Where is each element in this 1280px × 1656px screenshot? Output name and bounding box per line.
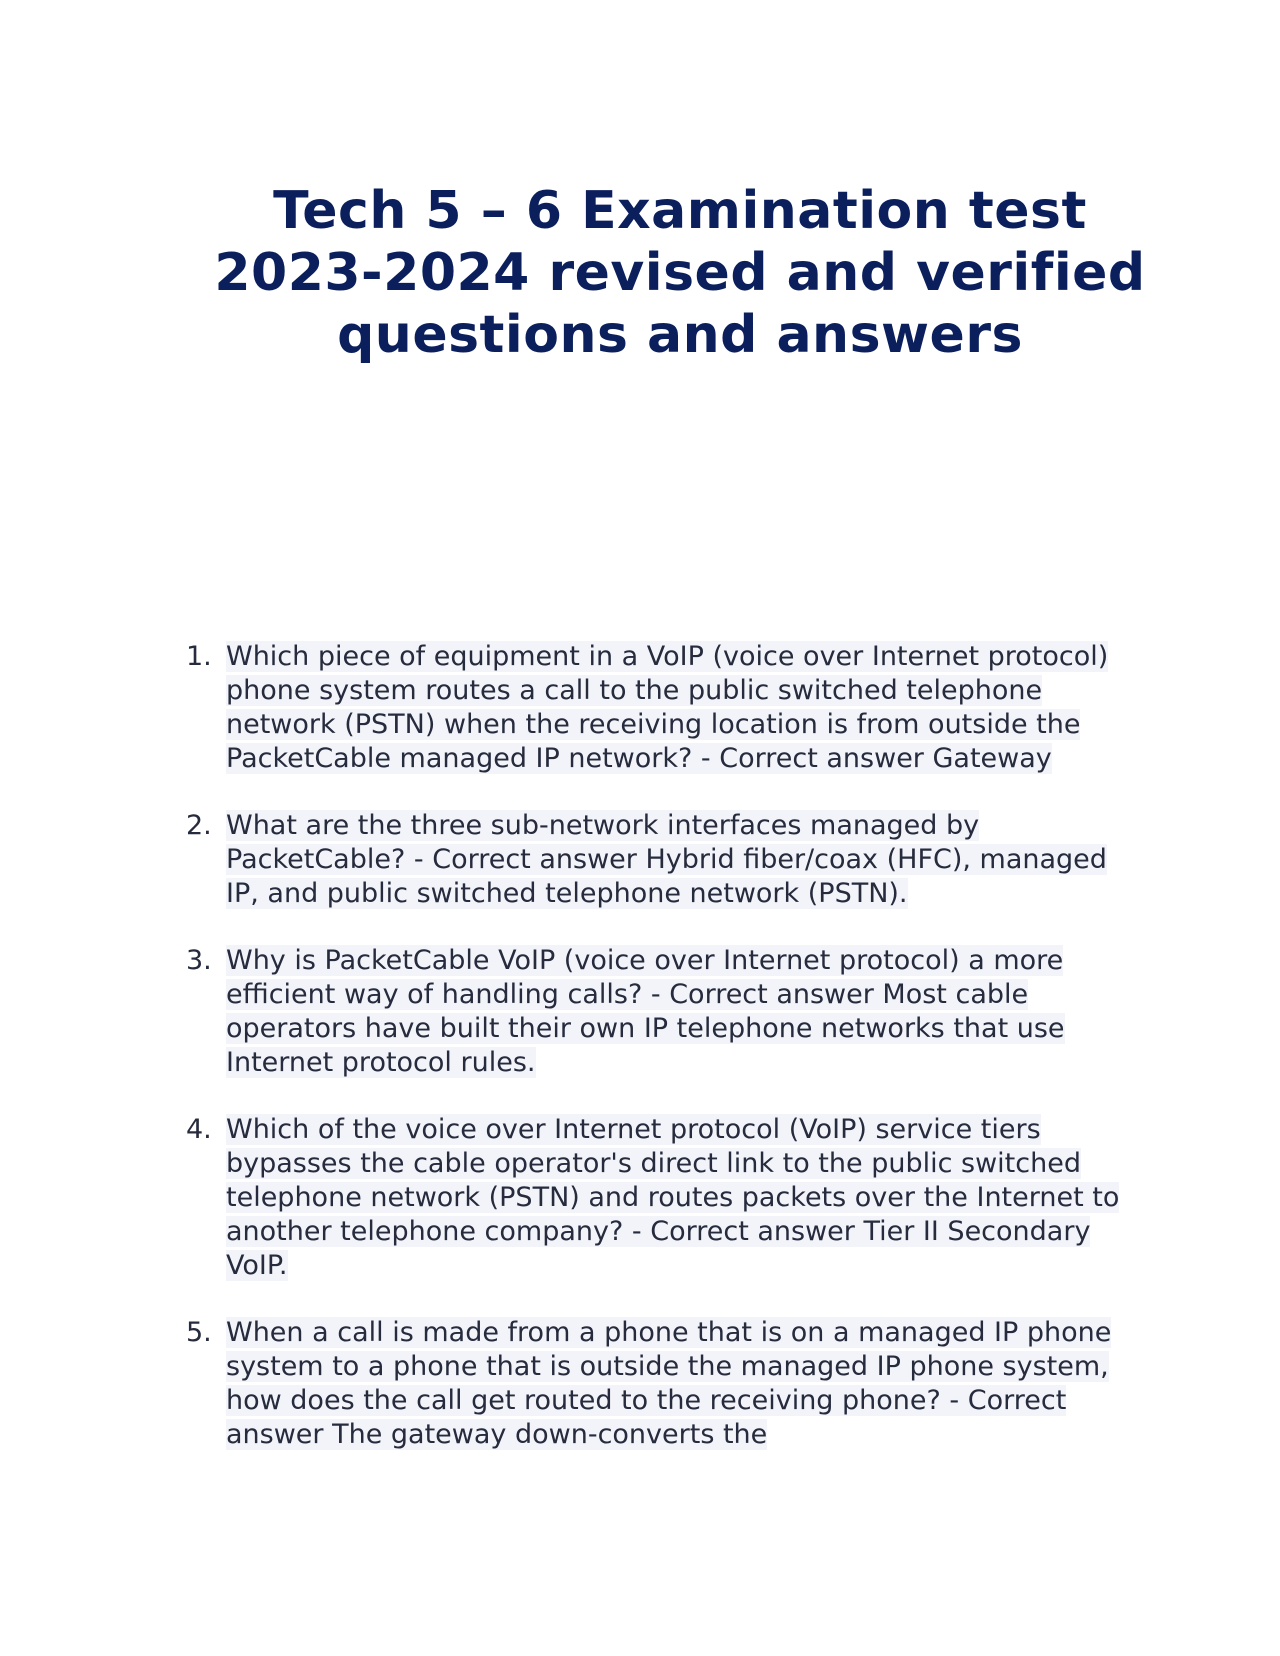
question-answer-text: What are the three sub-network interfaces managed by PacketCable? - Correct answer Hybrid fiber/coax (HFC), managed IP, and public switched telephone network (PSTN). <box>226 810 1107 909</box>
item-number: 2. <box>186 810 212 841</box>
list-item <box>180 944 1140 1080</box>
document-title: Tech 5 – 6 Examination test 2023-2024 revised and verified questions and answers <box>214 181 1146 365</box>
item-number: 5. <box>186 1317 212 1348</box>
list-item <box>180 1113 1140 1283</box>
question-answer-text: Which piece of equipment in a VoIP (voice over Internet protocol) phone system routes a call to the public switched telephone network (PSTN) when the receiving location is from outside the PacketCable managed IP network? - Correct answer Gateway <box>226 641 1109 774</box>
question-answer-text: When a call is made from a phone that is on a managed IP phone system to a phone that is outside the managed IP phone system, how does the call get routed to the receiving phone? - Correct answer The gateway down-converts the <box>226 1317 1112 1450</box>
list-item <box>180 1316 1140 1452</box>
question-list <box>180 640 1140 1485</box>
list-item <box>180 809 1140 911</box>
question-answer-text: Which of the voice over Internet protocol (VoIP) service tiers bypasses the cable operator's direct link to the public switched telephone network (PSTN) and routes packets over the Internet to another telephone company? - Correct answer Tier II Secondary VoIP. <box>226 1114 1120 1281</box>
list-item <box>180 640 1140 776</box>
item-number: 4. <box>186 1114 212 1145</box>
question-answer-text: Why is PacketCable VoIP (voice over Internet protocol) a more efficient way of handling calls? - Correct answer Most cable operators have built their own IP telephone networks that use Internet protocol rules. <box>226 945 1065 1078</box>
item-number: 3. <box>186 945 212 976</box>
item-number: 1. <box>186 641 212 672</box>
